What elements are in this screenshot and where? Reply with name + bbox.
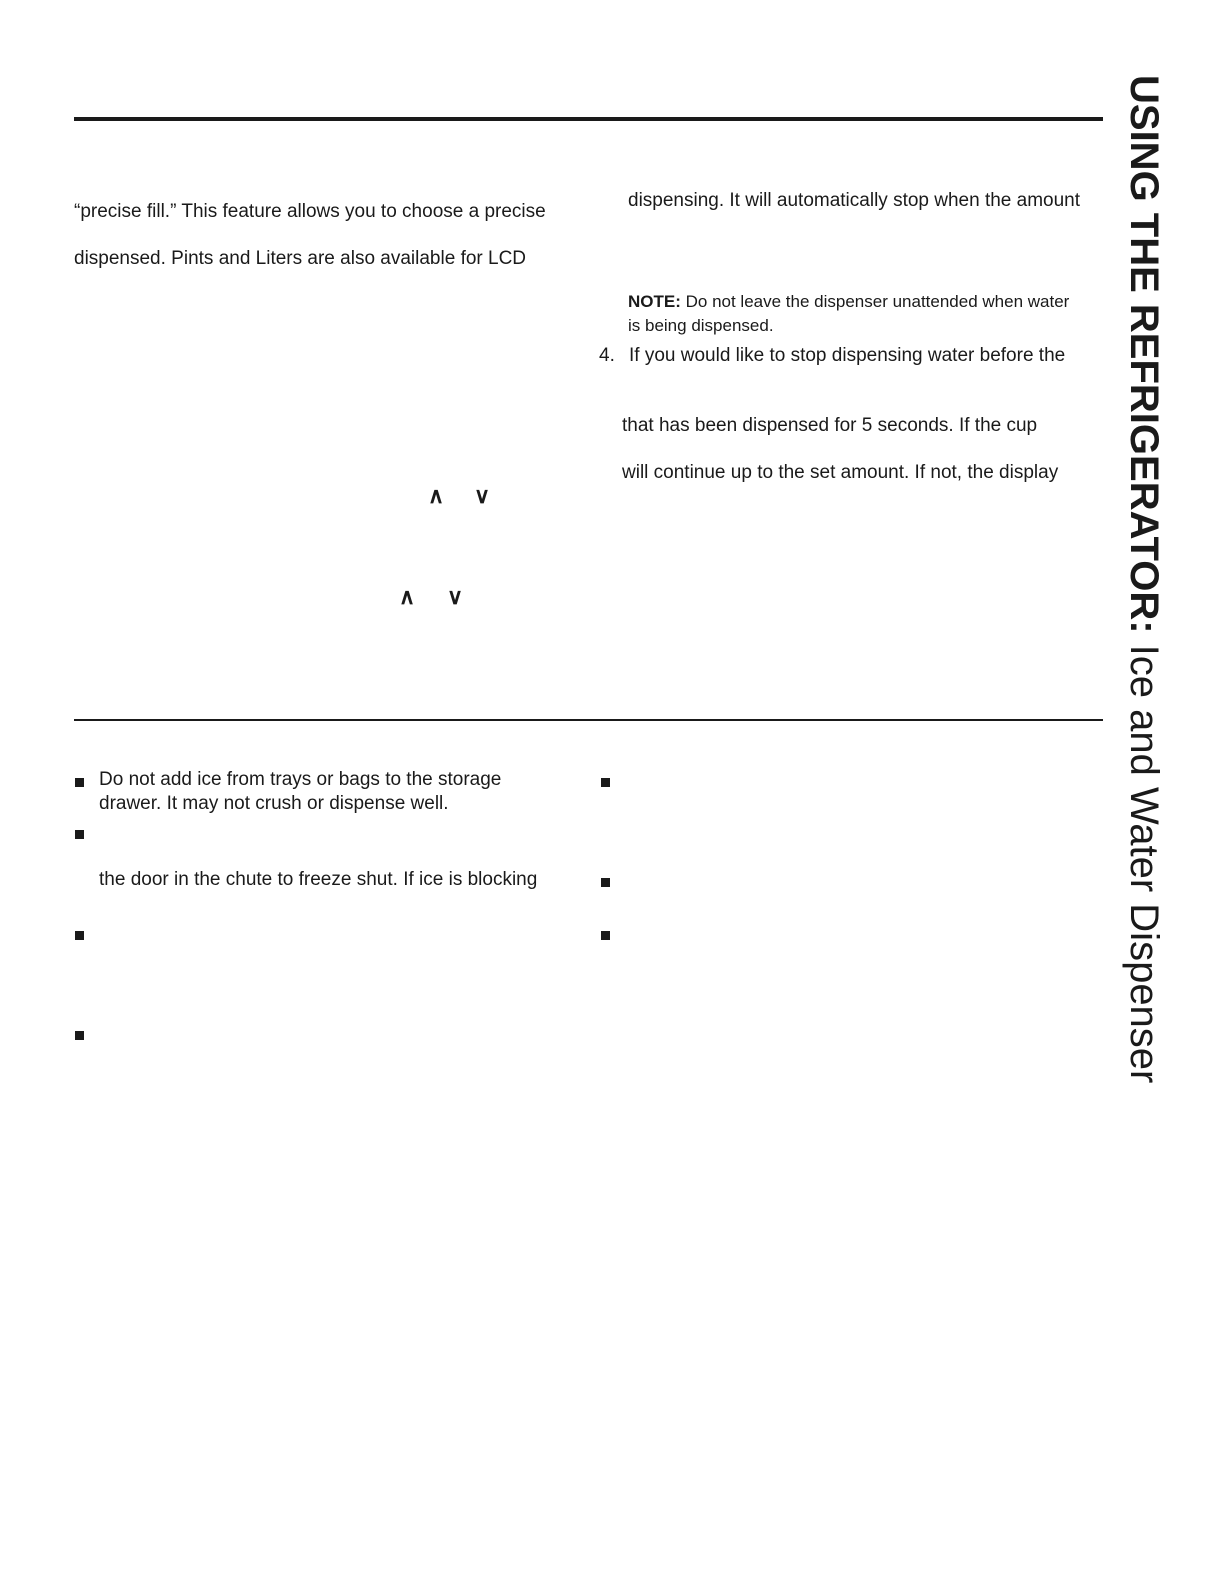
bullet-icon xyxy=(75,778,84,787)
left-text-line-1: “precise fill.” This feature allows you to choose a precise xyxy=(74,201,546,222)
bullet-icon xyxy=(75,1031,84,1040)
side-title xyxy=(1122,75,1166,1084)
right-text-display: will continue up to the set amount. If not, the display xyxy=(622,462,1059,483)
note-label: NOTE: xyxy=(628,292,681,311)
note-text: Do not leave the dispenser unattended when water xyxy=(680,292,1070,311)
arrow-down-icon: ∨ xyxy=(447,584,464,609)
section-rule xyxy=(74,719,1103,721)
tip-2-line-3: the door in the chute to freeze shut. If ice is blocking xyxy=(99,869,538,890)
bullet-icon xyxy=(601,878,610,887)
right-text-line-1: dispensing. It will automatically stop when the amount xyxy=(628,190,1081,211)
side-title-rest: Ice and Water Dispenser xyxy=(1122,633,1166,1084)
left-text-line-2: dispensed. Pints and Liters are also available for LCD xyxy=(74,248,527,269)
bullet-icon xyxy=(75,830,84,839)
bullet-icon xyxy=(601,778,610,787)
note-line-2: is being dispensed. xyxy=(628,316,774,335)
side-title-text xyxy=(1123,75,1165,1083)
tip-1-line-2: drawer. It may not crush or dispense well. xyxy=(99,793,449,814)
tip-1-line-1: Do not add ice from trays or bags to the storage xyxy=(99,769,502,790)
right-text-cup: that has been dispensed for 5 seconds. If the cup xyxy=(622,415,1038,436)
step-4-number: 4. xyxy=(599,345,615,366)
arrow-up-icon: ∧ xyxy=(428,483,445,508)
note-line-1 xyxy=(628,290,1069,314)
step-4-text: If you would like to stop dispensing water before the xyxy=(629,345,1066,366)
bullet-icon xyxy=(601,931,610,940)
arrow-up-icon: ∧ xyxy=(399,584,416,609)
top-rule xyxy=(74,117,1103,121)
side-title-bold: USING THE REFRIGERATOR: xyxy=(1122,75,1166,634)
arrow-down-icon: ∨ xyxy=(474,483,491,508)
bullet-icon xyxy=(75,931,84,940)
